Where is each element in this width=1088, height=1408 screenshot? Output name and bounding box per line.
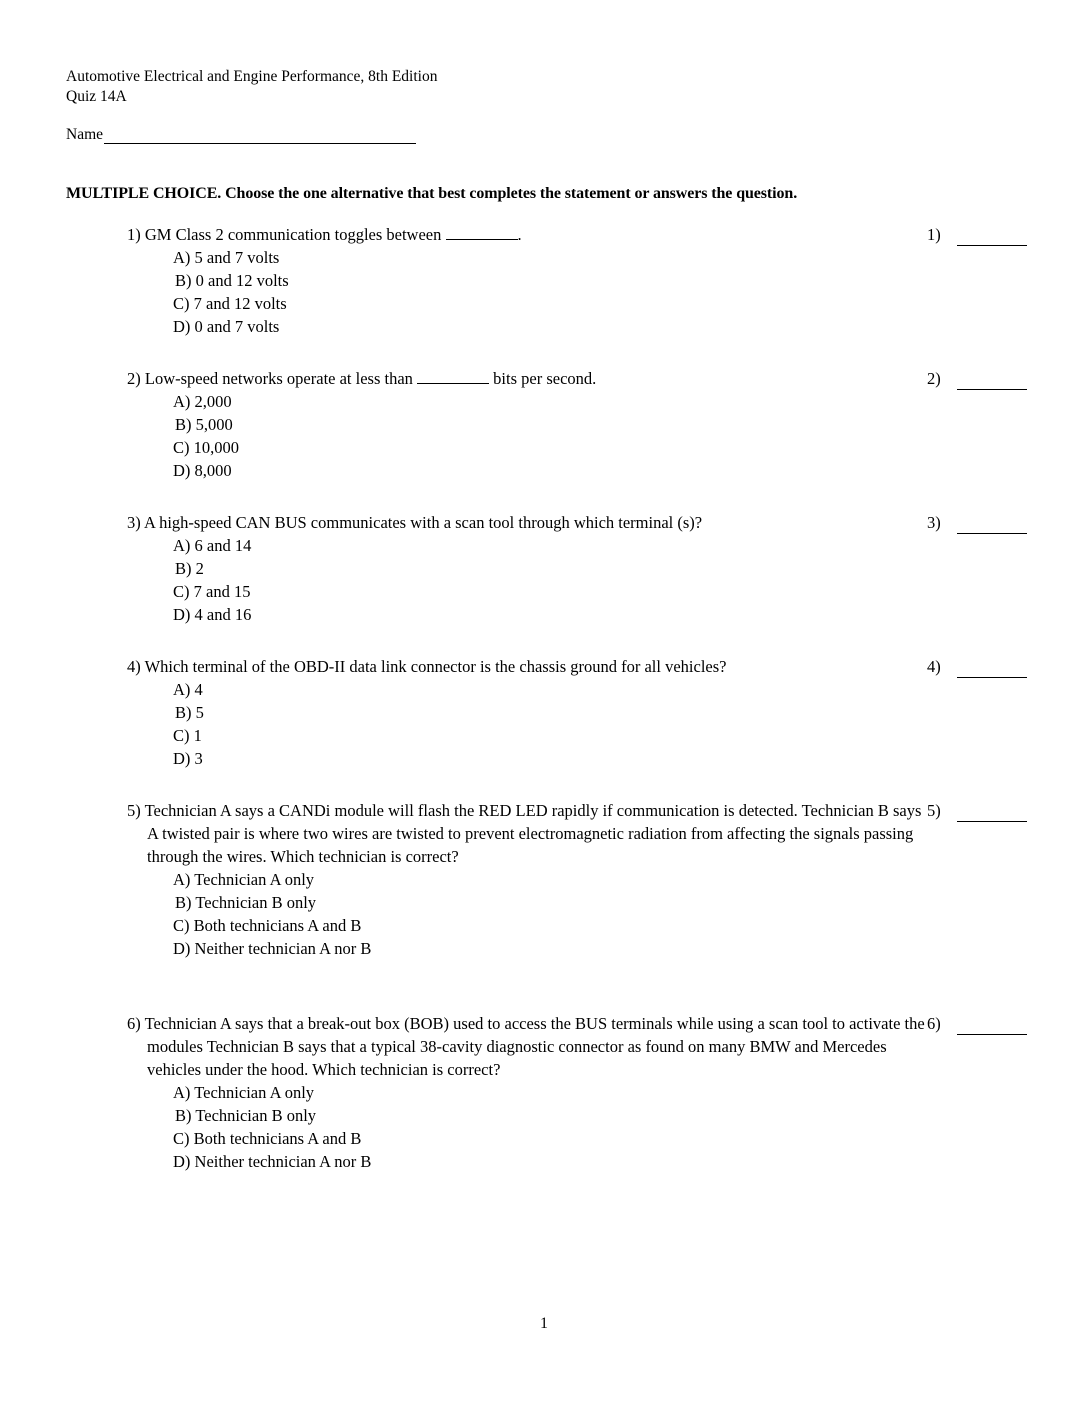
answer-blank: 1) — [927, 223, 1027, 246]
option-a[interactable]: A) 2,000 — [173, 392, 232, 411]
option-d[interactable]: D) 0 and 7 volts — [173, 317, 280, 336]
answer-blank: 2) — [927, 367, 1027, 390]
option-c[interactable]: C) Both technicians A and B — [173, 916, 362, 935]
option-d[interactable]: D) 4 and 16 — [173, 605, 252, 624]
answer-blank: 3) — [927, 511, 1027, 534]
question-2 — [127, 367, 1027, 482]
fill-in-blank — [446, 225, 518, 240]
name-field-row — [66, 125, 416, 144]
option-c[interactable]: C) 7 and 15 — [173, 582, 251, 601]
name-label: Name — [66, 126, 104, 143]
option-d[interactable]: D) Neither technician A nor B — [173, 1152, 372, 1171]
option-a[interactable]: A) 5 and 7 volts — [173, 248, 280, 267]
instructions: MULTIPLE CHOICE. Choose the one alternative that best completes the statement or answers the question. — [66, 185, 798, 202]
option-b[interactable]: B) Technician B only — [175, 893, 317, 912]
question-stem: 1) GM Class 2 communication toggles between . — [127, 225, 522, 244]
answer-blank: 5) — [927, 799, 1027, 822]
option-a[interactable]: A) Technician A only — [173, 1083, 315, 1102]
question-stem: 6) Technician A says that a break-out box (BOB) used to access the BUS terminals while using a scan tool to activate the modules Technician B says that a typical 38-cavity diagnostic connector as found on many BMW and Mercedes vehicles under the hood. Which technician is correct? — [127, 1014, 925, 1079]
question-4 — [127, 655, 1027, 770]
quiz-title: Quiz 14A — [66, 88, 127, 105]
course-title: Automotive Electrical and Engine Performance, 8th Edition — [66, 68, 438, 85]
answer-line[interactable] — [957, 660, 1027, 678]
option-b[interactable]: B) 0 and 12 volts — [175, 271, 289, 290]
option-b[interactable]: B) 5 — [175, 703, 204, 722]
option-d[interactable]: D) Neither technician A nor B — [173, 939, 372, 958]
option-a[interactable]: A) Technician A only — [173, 870, 315, 889]
question-3 — [127, 511, 1027, 626]
answer-line[interactable] — [957, 516, 1027, 534]
option-d[interactable]: D) 3 — [173, 749, 203, 768]
option-b[interactable]: B) 2 — [175, 559, 204, 578]
option-c[interactable]: C) 1 — [173, 726, 202, 745]
page-number: 1 — [540, 1315, 548, 1332]
question-5 — [127, 799, 1027, 960]
option-c[interactable]: C) 7 and 12 volts — [173, 294, 287, 313]
option-b[interactable]: B) 5,000 — [175, 415, 233, 434]
fill-in-blank — [417, 369, 489, 384]
answer-line[interactable] — [957, 1017, 1027, 1035]
answer-line[interactable] — [957, 372, 1027, 390]
question-stem: 5) Technician A says a CANDi module will flash the RED LED rapidly if communication is detected. Technician B says A twisted pair is where two wires are twisted to prevent electromagnetic radiation from affecting the signals passing through the wires. Which technician is correct? — [127, 801, 922, 866]
option-d[interactable]: D) 8,000 — [173, 461, 232, 480]
option-c[interactable]: C) 10,000 — [173, 438, 239, 457]
option-a[interactable]: A) 4 — [173, 680, 203, 699]
question-stem: 4) Which terminal of the OBD-II data link connector is the chassis ground for all vehicles? — [127, 657, 727, 676]
answer-blank: 4) — [927, 655, 1027, 678]
option-a[interactable]: A) 6 and 14 — [173, 536, 252, 555]
question-stem: 2) Low-speed networks operate at less than bits per second. — [127, 369, 597, 388]
answer-line[interactable] — [957, 804, 1027, 822]
answer-line[interactable] — [957, 228, 1027, 246]
question-stem: 3) A high-speed CAN BUS communicates with a scan tool through which terminal (s)? — [127, 513, 703, 532]
answer-blank: 6) — [927, 1012, 1027, 1035]
question-6 — [127, 1012, 1027, 1173]
name-input-line[interactable] — [104, 125, 416, 144]
option-c[interactable]: C) Both technicians A and B — [173, 1129, 362, 1148]
question-1 — [127, 223, 1027, 338]
option-b[interactable]: B) Technician B only — [175, 1106, 317, 1125]
